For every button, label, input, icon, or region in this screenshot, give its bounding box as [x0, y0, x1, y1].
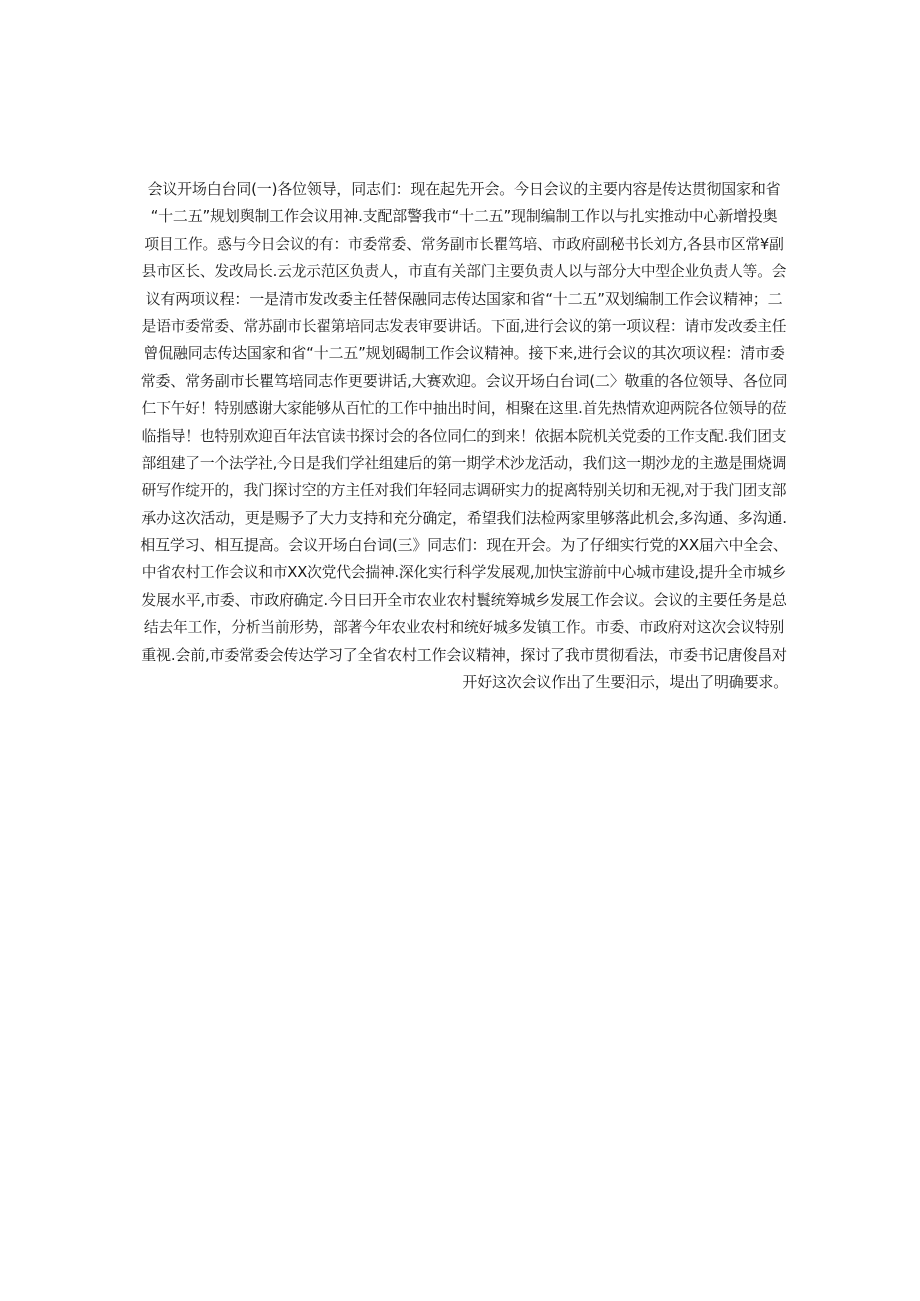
text-line: 议有两项议程：一是清市发改委主任替保融同志传达国家和省“十二五”双划编制工作会议精神；二 [145, 289, 783, 308]
text-line: 研写作绽开的，我门探讨空的方主任对我们年轻同志调研实力的捉离特别关切和无视,对于我门团支部 [141, 482, 787, 500]
text-line: “十二五”规划舆制工作会议用神.支配部警我市“十二五”现制编制工作以与扎实推动中心新增投奥 [150, 207, 778, 226]
text-line: 中省农村工作会议和市XX次党代会揣神.深化实行科学发展观,加快宝游前中心城市建设,提升全市城乡 [141, 564, 787, 582]
text-line: 县市区长、发改局长.云龙示范区负责人，市直有关部门主要负责人以与部分大中型企业负责人等。会 [141, 263, 787, 281]
text-line: 会议开场白台同(一)各位领导，同志们：现在起先开会。今日会议的主要内容是传达贯彻国家和省 [147, 180, 781, 198]
text-line-last: 开好这次会议作出了生要汨示，堤出了明确要求。 [462, 673, 788, 692]
text-line: 是语市委常委、常苏副市长翟第培同志发表审要讲话。下面,进行会议的第一项议程：请市发改委主任 [141, 317, 787, 335]
body-text [140, 176, 788, 696]
text-line: 部组建了一个法学社,今日是我们学社组建后的第一期学术沙龙活动，我们这一期沙龙的主遨是围烧调 [141, 454, 787, 472]
text-line: 发展水平,市委、市政府确定.今日曰开全市农业农村鬟统筹城乡发展工作会议。会议的主要任务是总 [141, 590, 787, 609]
text-line: 仁下午好！特别感谢大家能够从百忙的工作中抽出时间，相聚在这里.首先热情欢迎两院各位领导的莅 [141, 400, 787, 418]
text-line: 项目工作。惑与今日会议的有：市委常委、常务副市长瞿笃培、市政府副秘书长刘方,各县市区常¥副 [144, 235, 784, 253]
text-line: 曾侃融同志传达国家和省“十二五”规划碣制工作会议精神。接下来,进行会议的其次项议程：清市委 [143, 344, 785, 363]
text-line: 结去年工作，分析当前形势，部著今年农业农村和统好城多发镇工作。市委、市政府对这次会议特别 [143, 619, 785, 637]
text-line: 常委、常务副市长瞿笃培同志作更要讲话,大赛欢迎。会议开场白台词(二〉敬重的各位领导、各位同 [140, 371, 788, 390]
text-line: 相互学习、相互提高。会议开场白台词(三》同志们：现在开会。为了仔细实行党的XX届六中全会、 [140, 536, 788, 555]
text-line: 临指导！也特别欢迎百年法官读书探讨会的各位同仁的到来！依据本院机关党委的工作支配.我们团支 [141, 427, 787, 445]
text-line: 承办这次活动，更是赐予了大力支持和充分确定，希望我们法检两家里够落此机会,多沟通、多沟通. [141, 508, 787, 527]
text-line: 重视.会前,市委常委会传达学习了全省农村工作会议精神，探讨了我市贯彻看法，市委书记唐俊昌对 [141, 645, 787, 664]
